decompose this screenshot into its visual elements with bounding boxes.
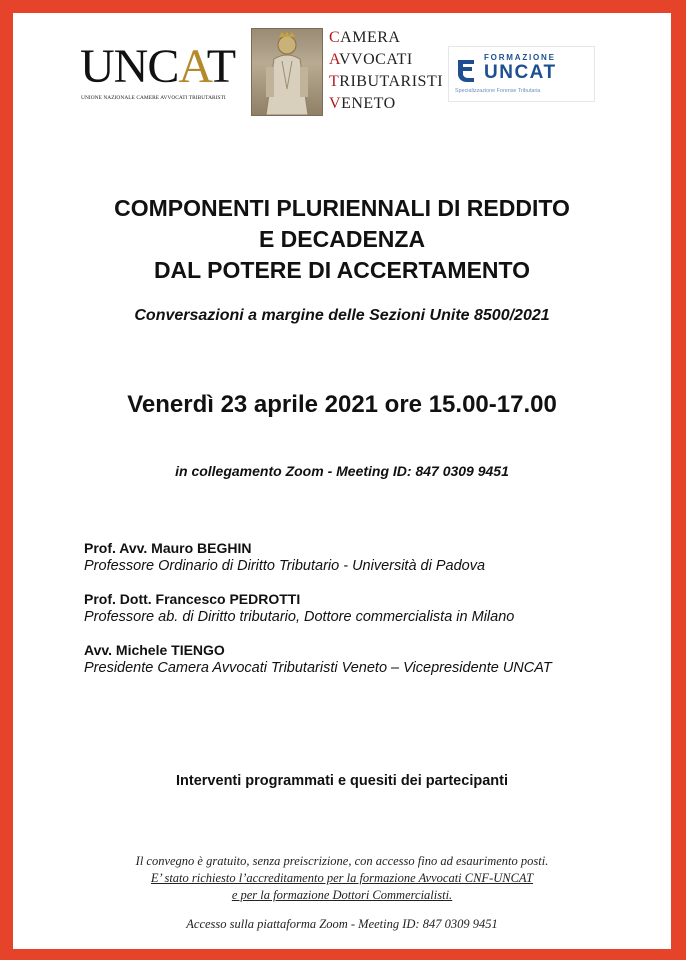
note-line: e per la formazione Dottori Commercialisti. [231,888,453,902]
title-line: COMPONENTI PLURIENNALI DI REDDITO [114,195,570,221]
interventi-text: Interventi programmati e quesiti dei partecipanti [176,773,508,789]
title-line: DAL POTERE DI ACCERTAMENTO [153,257,531,283]
formazione-mark-icon [454,56,480,82]
camera-logo-text [329,27,443,115]
formazione-big-text: UNCAT [484,62,557,83]
speaker-role: Professore Ordinario di Diritto Tributario - Università di Padova [84,558,486,574]
speaker-name: Prof. Avv. Mauro BEGHIN [84,540,252,556]
speaker-item [84,539,664,575]
note-line: E’ stato richiesto l’accreditamento per la formazione Avvocati CNF-UNCAT [150,871,534,885]
camera-line: VENETO [329,95,396,112]
speaker-name: Avv. Michele TIENGO [84,642,225,658]
note-line: Il convegno è gratuito, senza preiscrizione, con accesso fino ad esaurimento posti. [135,854,549,868]
event-title [13,193,671,286]
title-line: E DECADENZA [258,226,426,252]
event-date: Venerdì 23 aprile 2021 ore 15.00-17.00 [127,391,557,418]
camera-emblem-image [251,28,323,116]
registration-note [13,853,671,904]
access-info: Accesso sulla piattaforma Zoom - Meeting ID: 847 0309 9451 [186,917,498,931]
speaker-role: Presidente Camera Avvocati Tributaristi Veneto – Vicepresidente UNCAT [84,660,552,676]
camera-line: TRIBUTARISTI [329,73,444,90]
camera-line: AVVOCATI [329,51,413,68]
speakers-list [84,539,664,692]
uncat-logo [80,39,236,111]
uncat-logo-word: UNCAT [80,40,236,93]
flyer-sheet [13,13,671,949]
uncat-logo-subtitle: UNIONE NAZIONALE CAMERE AVVOCATI TRIBUTARISTI [81,95,226,101]
formazione-top-text: FORMAZIONE [484,53,556,62]
formazione-uncat-logo [448,46,595,102]
formazione-tagline: Specializzazione Forense Tributaria [455,88,541,94]
event-subtitle: Conversazioni a margine delle Sezioni Unite 8500/2021 [134,307,550,324]
speaker-name: Prof. Dott. Francesco PEDROTTI [84,591,301,607]
speaker-item [84,590,664,626]
camera-line: CAMERA [329,29,401,46]
zoom-meeting-info: in collegamento Zoom - Meeting ID: 847 0309 9451 [175,463,509,479]
speaker-item [84,641,664,677]
speaker-role: Professore ab. di Diritto tributario, Dottore commercialista in Milano [84,609,515,625]
